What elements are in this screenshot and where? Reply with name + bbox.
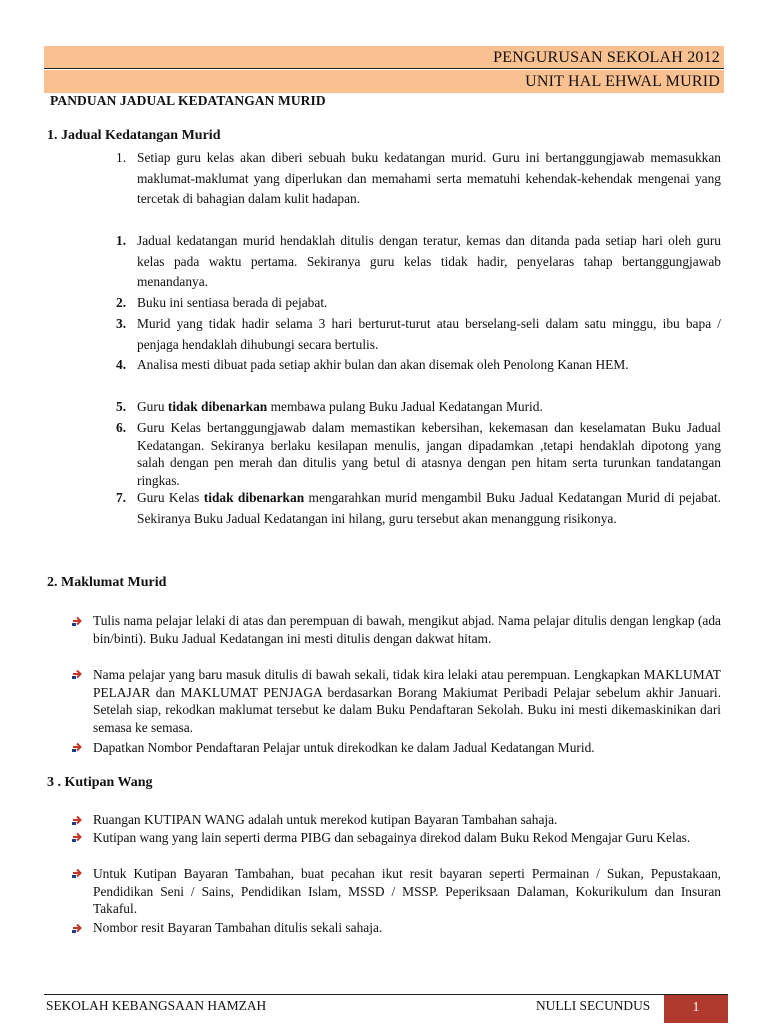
item-number: 1. — [116, 233, 127, 248]
section-3-bullet: Kutipan wang yang lain seperti derma PIBG dan sebagainya direkod dalam Buku Rekod Mengajar Guru Kelas. — [93, 830, 691, 845]
item-number: 3. — [116, 316, 127, 331]
arrow-bullet-icon — [71, 814, 83, 826]
arrow-bullet-icon — [71, 741, 83, 753]
section-3-bullet: Ruangan KUTIPAN WANG adalah untuk merekod kutipan Bayaran Tambahan sahaja. — [93, 812, 558, 827]
item-number: 5. — [116, 399, 127, 414]
header-unit: UNIT HAL EHWAL MURID — [44, 70, 724, 93]
footer-motto: NULLI SECUNDUS — [536, 998, 651, 1013]
section-3-bullet: Nombor resit Bayaran Tambahan ditulis sekali sahaja. — [93, 920, 383, 935]
section-1-item: Analisa mesti dibuat pada setiap akhir bulan dan akan disemak oleh Penolong Kanan HEM. — [137, 357, 629, 372]
item-emphasis: tidak dibenarkan — [167, 399, 268, 414]
arrow-bullet-icon — [71, 668, 83, 680]
item-text: Guru Kelas — [137, 490, 204, 505]
page-number: 1 — [664, 995, 728, 1023]
item-number: 6. — [116, 420, 127, 435]
item-number: 1. — [116, 150, 127, 165]
item-text: membawa pulang Buku Jadual Kedatangan Murid. — [267, 399, 543, 414]
section-1-item — [137, 488, 721, 529]
item-emphasis: tidak dibenarkan — [203, 490, 305, 505]
arrow-bullet-icon — [71, 922, 83, 934]
section-1-item: Setiap guru kelas akan diberi sebuah buku kedatangan murid. Guru ini bertanggungjawab memasukkan maklumat-maklumat yang diperlukan dan memahami serta mematuhi kehendak-kehendak mengenai yang tercetak di bahagian dalam kulit hadapan. — [137, 150, 721, 206]
page-title: PANDUAN JADUAL KEDATANGAN MURID — [50, 93, 326, 108]
item-text: Guru — [137, 399, 168, 414]
item-number: 7. — [116, 490, 127, 505]
item-number: 2. — [116, 295, 127, 310]
section-1-item: Guru Kelas bertanggungjawab dalam memastikan kebersihan, kekemasan dan keselamatan Buku Jadual Kedatangan. Sekiranya berlaku kesilapan menulis, jangan dipadamkan ,tetapi hendaklah dipotong yang salah dengan pen merah dan ditulis yang betul di atasnya dengan pen hitam serta turunkan tandatangan ringkas. — [137, 420, 721, 488]
section-1-item: Jadual kedatangan murid hendaklah ditulis dengan teratur, kemas dan ditanda pada setiap hari oleh guru kelas pada waktu pertama. Sekiranya guru kelas tidak hadir, penyelaras tahap bertanggungjawab menandanya. — [137, 233, 721, 289]
section-3-heading: 3 . Kutipan Wang — [47, 775, 153, 790]
item-number: 4. — [116, 357, 127, 372]
section-2-bullet: Nama pelajar yang baru masuk ditulis di bawah sekali, tidak kira lelaki atau perempuan. Lengkapkan MAKLUMAT PELAJAR dan MAKLUMAT PENJAGA berdasarkan Borang Makiumat Peribadi Pelajar sebelum akhir Januari. Setelah siap, rekodkan maklumat tersebut ke dalam Buku Pendaftaran Sekolah. Buku ini mesti dikemaskinikan dari semasa ke semasa. — [93, 667, 721, 735]
section-1-item — [137, 397, 721, 418]
header-title: PENGURUSAN SEKOLAH 2012 — [44, 46, 724, 69]
item-text: mengarahkan murid mengambil Buku Jadual Kedatangan Murid di pejabat. Sekiranya Buku Jadual Kedatangan ini hilang, guru tersebut akan menanggung risikonya. — [137, 490, 721, 526]
arrow-bullet-icon — [71, 867, 83, 879]
footer-school-name: SEKOLAH KEBANGSAAN HAMZAH — [46, 998, 267, 1013]
arrow-bullet-icon — [71, 615, 83, 627]
section-1-item: Murid yang tidak hadir selama 3 hari berturut-turut atau berselang-seli dalam satu minggu, ibu bapa / penjaga hendaklah dihubungi secara bertulis. — [137, 316, 721, 352]
footer-divider — [44, 994, 728, 995]
section-2-bullet: Tulis nama pelajar lelaki di atas dan perempuan di bawah, mengikut abjad. Nama pelajar ditulis dengan lengkap (ada bin/binti). Buku Jadual Kedatangan ini mesti ditulis dengan dakwat hitam. — [93, 613, 721, 646]
arrow-bullet-icon — [71, 831, 83, 843]
section-2-heading: 2. Maklumat Murid — [47, 575, 167, 590]
section-1-item: Buku ini sentiasa berada di pejabat. — [137, 295, 328, 310]
section-3-bullet: Untuk Kutipan Bayaran Tambahan, buat pecahan ikut resit bayaran seperti Permainan / Sukan, Pepustakaan, Pendidikan Seni / Sains, Pendidikan Islam, MSSD / MSSP. Peperiksaan Dalaman, Kokurikulum dan Insuran Takaful. — [93, 866, 721, 916]
section-1-heading: 1. Jadual Kedatangan Murid — [47, 128, 221, 143]
section-2-bullet: Dapatkan Nombor Pendaftaran Pelajar untuk direkodkan ke dalam Jadual Kedatangan Murid. — [93, 740, 595, 755]
